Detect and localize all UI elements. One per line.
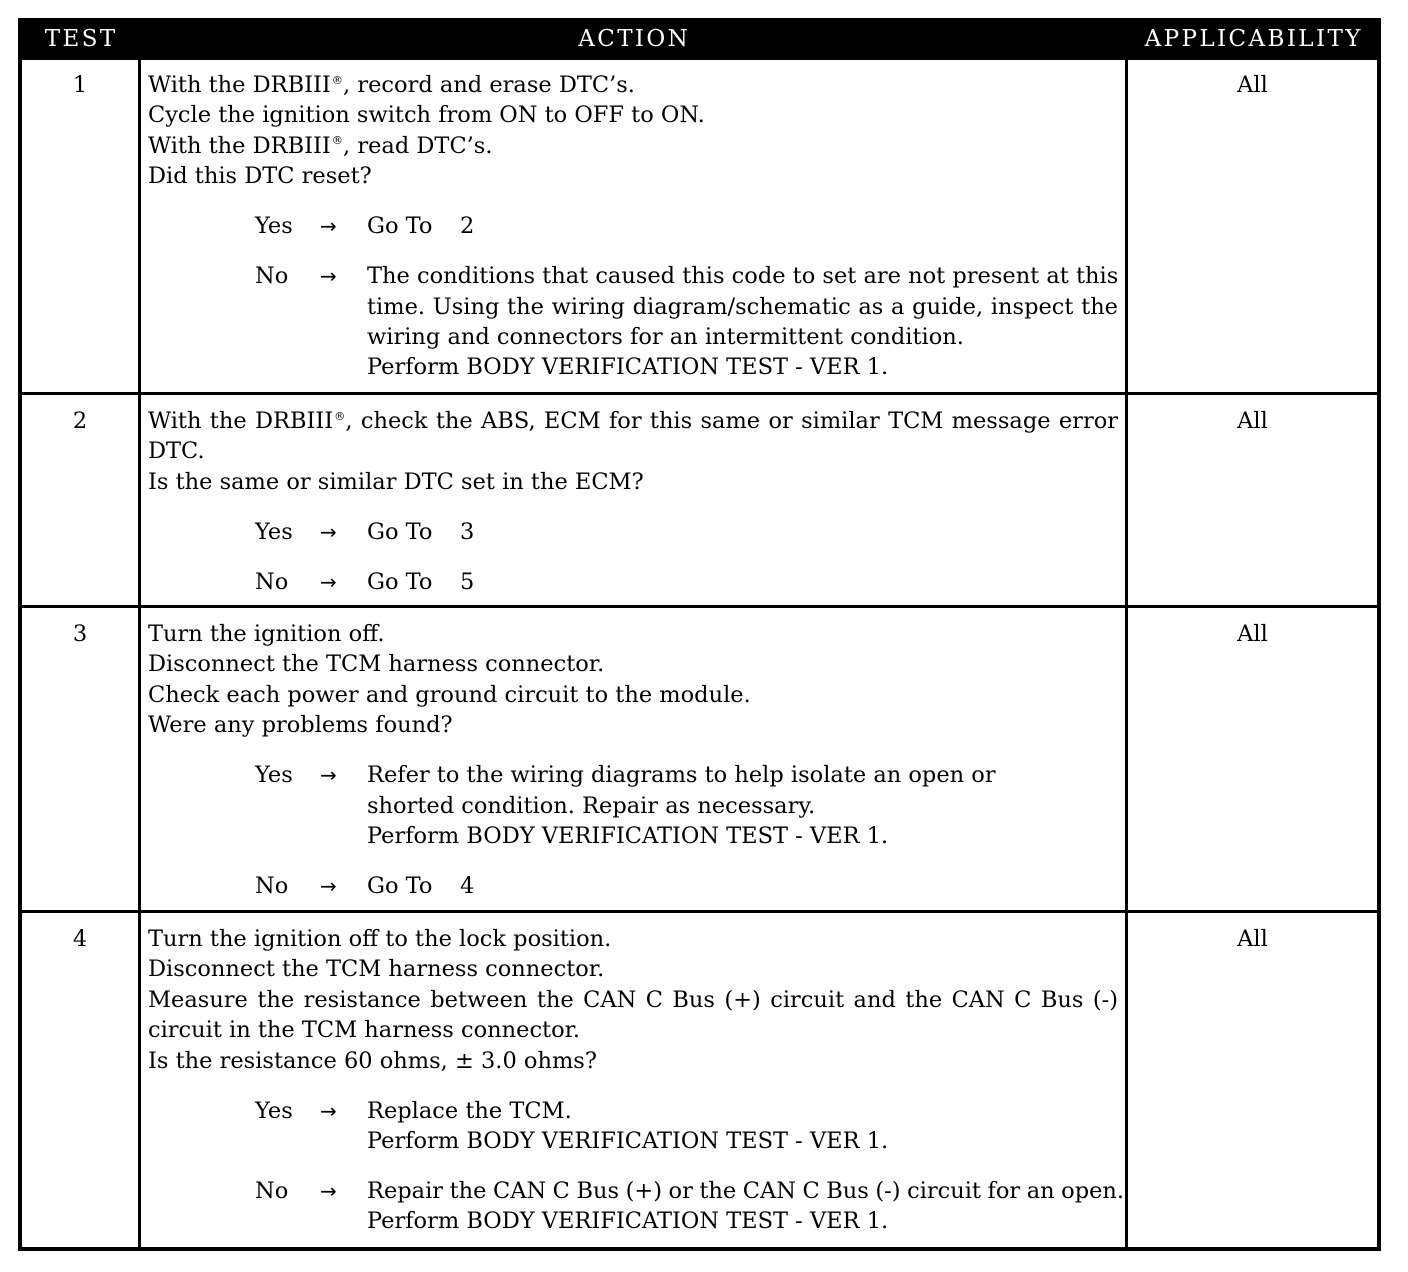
test-row-3 bbox=[22, 608, 1377, 913]
action-cell bbox=[141, 395, 1128, 605]
branch-label: No bbox=[255, 263, 289, 290]
goto-target: 5 bbox=[460, 568, 475, 595]
action-line: With the DRBIII®, read DTC’s. bbox=[148, 132, 493, 159]
yes-branch bbox=[255, 211, 1125, 241]
goto-step bbox=[367, 517, 1118, 547]
branch-outcome bbox=[367, 871, 1118, 901]
branch-line: Replace the TCM. bbox=[367, 1097, 572, 1124]
test-number-cell bbox=[22, 395, 141, 605]
applicability-cell bbox=[1128, 60, 1377, 392]
yes-branch bbox=[255, 760, 1125, 851]
goto-target: 2 bbox=[460, 213, 475, 240]
action-line: Disconnect the TCM harness connector. bbox=[148, 956, 605, 983]
action-cell bbox=[141, 608, 1128, 910]
arrow-right-icon: → bbox=[320, 873, 337, 898]
applicability-value: All bbox=[1237, 72, 1268, 98]
branch-line: Repair the CAN C Bus (+) or the CAN C Bus (-) circuit for an open. bbox=[367, 1177, 1125, 1204]
branch-label: No bbox=[255, 1177, 289, 1204]
branch-line: Perform BODY VERIFICATION TEST - VER 1. bbox=[367, 1208, 889, 1235]
yes-branch bbox=[255, 1096, 1125, 1157]
action-line: Is the resistance 60 ohms, ± 3.0 ohms? bbox=[148, 1047, 597, 1074]
action-line: Measure the resistance between the CAN C Bus (+) circuit and the CAN C Bus (-) bbox=[148, 986, 1118, 1013]
branch-label: Yes bbox=[255, 1097, 293, 1124]
applicability-cell bbox=[1128, 913, 1377, 1247]
test-number-cell bbox=[22, 608, 141, 910]
branch-line: time. Using the wiring diagram/schematic as a guide, inspect the bbox=[367, 293, 1118, 320]
table-header bbox=[22, 22, 1377, 60]
branch-line: Perform BODY VERIFICATION TEST - VER 1. bbox=[367, 822, 889, 849]
action-line: Is the same or similar DTC set in the ECM? bbox=[148, 468, 644, 495]
applicability-value: All bbox=[1237, 621, 1268, 647]
branch-outcome bbox=[367, 211, 1118, 241]
test-row-2 bbox=[22, 395, 1377, 608]
action-line: DTC. bbox=[148, 438, 205, 465]
branch-line: Perform BODY VERIFICATION TEST - VER 1. bbox=[367, 1127, 889, 1154]
test-number-cell bbox=[22, 913, 141, 1247]
goto-label: Go To bbox=[367, 568, 433, 595]
arrow-right-icon: → bbox=[320, 214, 337, 239]
test-number-cell bbox=[22, 60, 141, 392]
no-branch bbox=[255, 871, 1125, 901]
test-number: 1 bbox=[72, 72, 88, 98]
goto-label: Go To bbox=[367, 518, 433, 545]
arrow-right-icon: → bbox=[320, 264, 337, 289]
goto-label: Go To bbox=[367, 872, 433, 899]
test-number: 4 bbox=[72, 926, 88, 952]
no-branch bbox=[255, 567, 1125, 597]
header-applicability: APPLICABILITY bbox=[1144, 26, 1363, 52]
branch-outcome bbox=[367, 1096, 1118, 1157]
action-line: Cycle the ignition switch from ON to OFF to ON. bbox=[148, 102, 705, 129]
applicability-cell bbox=[1128, 395, 1377, 605]
action-line: With the DRBIII®, check the ABS, ECM for this same or similar TCM message error bbox=[148, 408, 1118, 434]
action-line: Turn the ignition off. bbox=[148, 621, 385, 647]
test-number: 3 bbox=[72, 621, 88, 647]
header-action: ACTION bbox=[578, 26, 691, 52]
branch-line: The conditions that caused this code to set are not present at this bbox=[367, 263, 1119, 290]
branch-line: wiring and connectors for an intermittent condition. bbox=[367, 323, 964, 350]
branch-outcome bbox=[367, 261, 1118, 383]
action-cell bbox=[141, 60, 1128, 392]
arrow-right-icon: → bbox=[320, 569, 337, 594]
action-line: Turn the ignition off to the lock position. bbox=[148, 926, 612, 952]
action-line: Disconnect the TCM harness connector. bbox=[148, 651, 605, 678]
branch-outcome bbox=[367, 567, 1118, 597]
branch-line: shorted condition. Repair as necessary. bbox=[367, 792, 816, 819]
test-row-4 bbox=[22, 913, 1377, 1247]
arrow-right-icon: → bbox=[320, 1098, 337, 1123]
goto-step bbox=[367, 871, 1118, 901]
applicability-cell bbox=[1128, 608, 1377, 910]
branch-outcome bbox=[367, 760, 1118, 851]
arrow-right-icon: → bbox=[320, 519, 337, 544]
applicability-value: All bbox=[1237, 926, 1268, 952]
goto-target: 3 bbox=[460, 518, 475, 545]
branch-label: No bbox=[255, 872, 289, 899]
yes-branch bbox=[255, 517, 1125, 547]
action-line: circuit in the TCM harness connector. bbox=[148, 1017, 581, 1044]
branch-line: Perform BODY VERIFICATION TEST - VER 1. bbox=[367, 354, 889, 381]
no-branch bbox=[255, 1176, 1125, 1237]
goto-target: 4 bbox=[460, 872, 475, 899]
test-row-1 bbox=[22, 60, 1377, 395]
action-cell bbox=[141, 913, 1128, 1247]
header-test: TEST bbox=[44, 26, 118, 52]
branch-outcome bbox=[367, 1176, 1125, 1237]
action-line: With the DRBIII®, record and erase DTC’s. bbox=[148, 72, 635, 98]
branch-outcome bbox=[367, 517, 1118, 547]
action-line: Did this DTC reset? bbox=[148, 163, 372, 190]
arrow-right-icon: → bbox=[320, 1178, 337, 1203]
goto-step bbox=[367, 211, 1118, 241]
goto-step bbox=[367, 567, 1118, 597]
branch-label: Yes bbox=[255, 213, 293, 240]
no-branch bbox=[255, 261, 1125, 383]
branch-label: Yes bbox=[255, 518, 293, 545]
branch-label: No bbox=[255, 568, 289, 595]
branch-label: Yes bbox=[255, 762, 293, 789]
test-number: 2 bbox=[72, 408, 88, 434]
arrow-right-icon: → bbox=[320, 763, 337, 788]
action-line: Were any problems found? bbox=[148, 712, 453, 739]
action-line: Check each power and ground circuit to the module. bbox=[148, 681, 751, 708]
goto-label: Go To bbox=[367, 213, 433, 240]
branch-line: Refer to the wiring diagrams to help isolate an open or bbox=[367, 762, 996, 789]
applicability-value: All bbox=[1237, 408, 1268, 434]
